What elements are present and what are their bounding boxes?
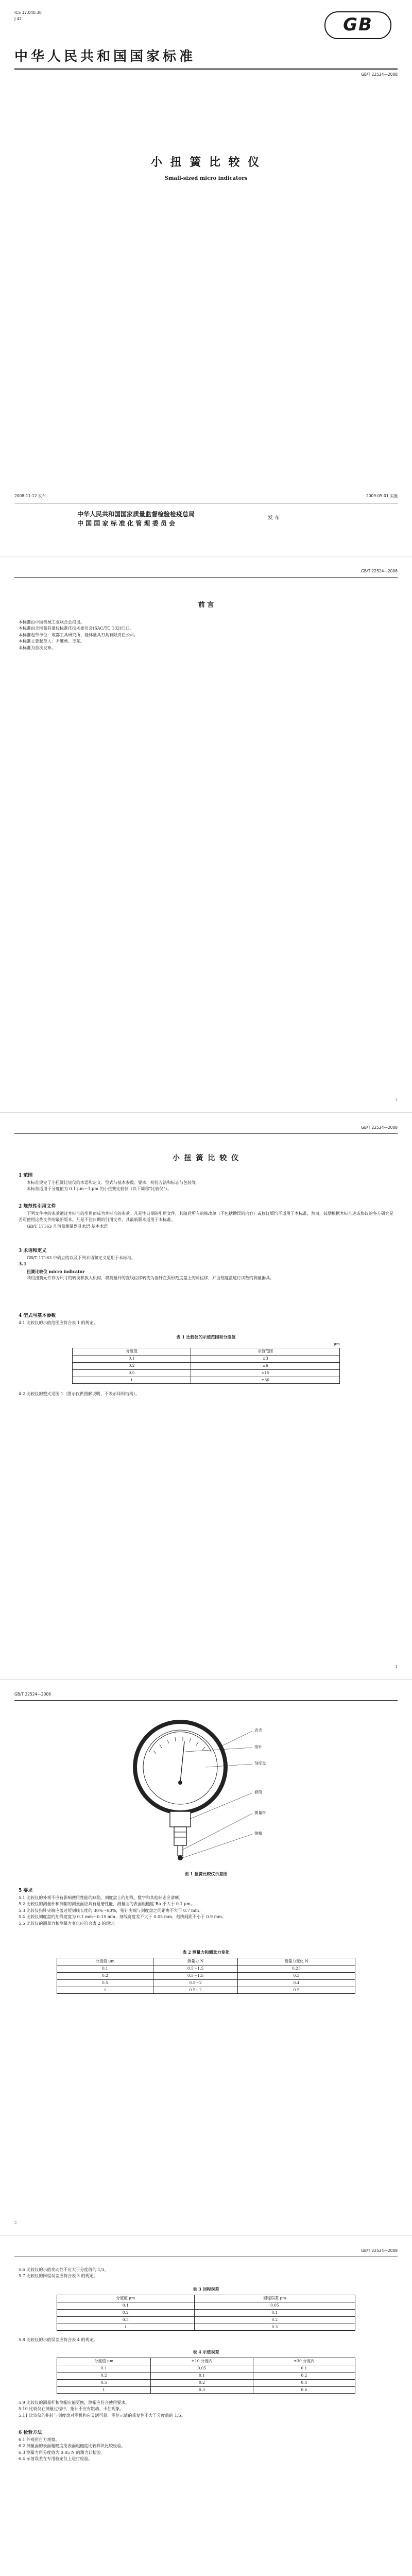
section-heading: 1 范围 — [19, 1173, 33, 1178]
figure-label: 刻度盘 — [254, 1761, 266, 1766]
paragraph: 5.1 比较仪的外观不应有影响使用性能的缺陷。刻度盘上的刻线、数字和其他标志应清晰。 — [19, 1895, 183, 1900]
table-row: 1 0.3 — [57, 2324, 355, 2331]
section-heading: 5 要求 — [19, 1888, 33, 1893]
paragraph: 本标准适用于分度值为 0.1 μm～1 μm 的小扭簧比较仪（以下简称"比较仪"）。 — [27, 1187, 171, 1192]
standard-heading: 中华人民共和国国家标准 — [14, 49, 196, 64]
term-name: 扭簧比较仪 micro indicator — [27, 1269, 85, 1275]
figure-label: 表壳 — [254, 1728, 262, 1733]
document-title-en: Small-sized micro indicators — [164, 176, 248, 181]
table-2 — [57, 1958, 355, 1994]
figure-label: 套筒 — [254, 1790, 262, 1794]
running-header: GB/T 22524—2008 — [361, 2248, 398, 2253]
section-requirements — [19, 1888, 393, 1927]
table-header: ±30 分度内 — [253, 2358, 355, 2365]
table-header: 测量力变化 N — [238, 1958, 355, 1965]
paragraph: 5.7 比较仪的回程误差应符合表 3 的规定。 — [19, 2274, 98, 2279]
section-scope — [19, 1173, 393, 1193]
table-1-title: 表 1 比较仪的示值范围和分度值 — [176, 1334, 236, 1340]
running-header: GB/T 22524—2008 — [361, 569, 398, 573]
table-3-title: 表 3 回程误差 — [193, 2286, 219, 2292]
paragraph: 5.2 比较仪的测量杆和测帽的测量面应具有耐磨性能，测量面的表面粗糙度 Ra 不大于 0.1 μm。 — [19, 1902, 195, 1907]
issuer-1: 中华人民共和国国家质量监督检验检疫总局 — [77, 511, 195, 518]
table-header: 分度值 — [73, 1348, 191, 1355]
paragraph: 4.1 比较仪的示值范围应符合表 1 的规定。 — [19, 1320, 98, 1325]
preface-page — [0, 556, 412, 1113]
table-row: 0.5 0.2 0.4 — [57, 2379, 355, 2386]
implementation-date: 2009-05-01 实施 — [366, 494, 398, 498]
table-row: 0.5 0.2 — [57, 2316, 355, 2324]
table-header: 示值范围 — [191, 1348, 340, 1355]
gb-logo: GB — [324, 11, 391, 39]
cover-page — [0, 0, 412, 556]
page-1 — [0, 1113, 412, 1680]
document-title: 小 扭 簧 比 较 仪 — [150, 156, 262, 169]
micro-indicator-figure — [93, 1710, 319, 1865]
section-references — [19, 1204, 393, 1230]
table-header: 分度值 μm — [57, 2358, 151, 2365]
section-test-methods — [19, 2430, 393, 2463]
table-row: 0.1 ±3 — [73, 1355, 340, 1362]
preface-line: 本标准为首次发布。 — [19, 645, 56, 650]
table-row: 1 ±30 — [73, 1377, 340, 1384]
section-heading: 2 规范性引用文件 — [19, 1204, 56, 1209]
figure-label: 测量杆 — [254, 1810, 266, 1815]
table-4 — [57, 2358, 355, 2394]
paragraph: 6.2 测量面的表面粗糙度用表面粗糙度比较样块比较检验。 — [19, 2444, 126, 2449]
section-heading: 3 术语和定义 — [19, 1248, 47, 1253]
standard-number: GB/T 22524—2008 — [361, 72, 398, 77]
paragraph: 6.4 示值误差在专用检定仪上进行检验。 — [19, 2456, 93, 2462]
table-2-title: 表 2 测量力和测量力变化 — [182, 1950, 230, 1955]
page-title: 小 扭 簧 比 较 仪 — [172, 1154, 240, 1162]
table-row: 0.1 0.05 — [57, 2302, 355, 2309]
preface-title: 前 言 — [198, 601, 214, 609]
issue-date: 2008-11-12 发布 — [14, 494, 46, 498]
table-row: 0.2 0.1 0.2 — [57, 2372, 355, 2379]
figure-label: 测帽 — [254, 1831, 262, 1836]
figure-label: 指针 — [254, 1744, 262, 1749]
table-header: ±10 分度内 — [151, 2358, 253, 2365]
table-row: 0.2 0.1 — [57, 2309, 355, 2316]
table-row: 0.5 0.5～2 0.4 — [57, 1979, 355, 1987]
paragraph: GB/T 17163 中确立的以及下列术语和定义适用于本标准。 — [27, 1255, 135, 1260]
paragraph: 5.10 比较仪在测量过程中，指针不应有跳动、卡住现象。 — [19, 2406, 124, 2412]
paragraph: 本标准规定了小扭簧比较仪的术语和定义、型式与基本参数、要求、检验方法和标志与包装等。 — [27, 1180, 200, 1185]
issuer-2: 中 国 国 家 标 准 化 管 理 委 员 会 — [77, 520, 175, 527]
paragraph: 5.6 比较仪的示值变动性不应大于分度值的 1/3。 — [19, 2267, 109, 2272]
preface-line: 本标准主要起草人：尹维勇、王东。 — [19, 639, 84, 644]
paragraph: 6.3 测量力用分度值为 0.05 N 的测力计检验。 — [19, 2450, 105, 2455]
figure-1-caption: 图 1 扭簧比较仪示意图 — [184, 1871, 228, 1876]
table-row: 0.1 0.5～1.5 0.25 — [57, 1965, 355, 1972]
section-heading: 6 检验方法 — [19, 2430, 42, 2435]
paragraph: 5.4 比较仪刻度盘的刻线宽度为 0.1 mm～0.15 mm，刻线宽度差不大于 0.05 mm，刻线间距不小于 0.9 mm。 — [19, 1914, 226, 1920]
section-types — [19, 1313, 393, 1326]
page-number: 1 — [395, 1665, 398, 1669]
section-heading: 4 型式与基本参数 — [19, 1313, 56, 1318]
table-row: 0.2 ±6 — [73, 1362, 340, 1369]
table-1 — [72, 1348, 340, 1384]
table-header: 测量力 N — [153, 1958, 238, 1965]
paragraph: 5.3 比较仪指针尖端应盖过短刻线长度的 30%～80%，指针尖端与刻度盘之间距离不大于 0.7 mm。 — [19, 1908, 203, 1913]
ccs-code: J 42 — [14, 16, 22, 21]
paragraph: 5.5 比较仪的测量力和测量力变化应符合表 2 的规定。 — [19, 1921, 118, 1926]
preface-line: 本标准起草单位：成都工具研究所、桂林量具刃具有限责任公司。 — [19, 632, 138, 637]
preface-body — [19, 619, 393, 651]
paragraph: GB/T 17163 几何量测量器具术语 基本术语 — [27, 1224, 108, 1229]
table-1-unit: μm — [334, 1342, 340, 1346]
paragraph: 6.1 外观用目力观察。 — [19, 2437, 60, 2442]
table-row: 1 0.5～2 0.5 — [57, 1987, 355, 1994]
section-terms — [19, 1248, 393, 1281]
table-row: 0.1 0.05 0.1 — [57, 2365, 355, 2372]
paragraph: 5.11 比较仪的指针与刻度盘对零机构应灵活可靠，零位示值的重复性不大于分度值的 1/5。 — [19, 2413, 185, 2418]
table-3 — [57, 2295, 355, 2331]
table-header: 分度值 μm — [57, 1958, 153, 1965]
table-row: 0.2 0.5～1.5 0.3 — [57, 1972, 355, 1979]
issuer-suffix: 发 布 — [268, 515, 280, 521]
table-header: 分度值 μm — [57, 2295, 195, 2302]
preface-line: 本标准由全国量具量仪标准化技术委员会(SAC/TC 132)归口。 — [19, 626, 134, 631]
paragraph: 5.9 比较仪的测量杆和测帽应能更换，测帽应符合使用要求。 — [19, 2400, 130, 2405]
table-header: 回程误差 μm — [194, 2295, 355, 2302]
running-header: GB/T 22524—2008 — [361, 1125, 398, 1130]
preface-line: 本标准由中国机械工业联合会提出。 — [19, 620, 84, 624]
ics-code: ICS 17.040.30 — [14, 10, 42, 15]
clauses-5-6-5-7 — [19, 2267, 393, 2280]
term-definition: 利用扭簧元件作为尺寸的转换和放大机构，将测量杆的直线位移转变为指针在弧形刻度盘上的角位移，并由刻度盘进行读数的测量器具。 — [27, 1275, 274, 1280]
page-2 — [0, 1680, 412, 2236]
clauses-5-9-5-11 — [19, 2400, 393, 2419]
page-number: I — [396, 1098, 398, 1102]
clause-5-8: 5.8 比较仪的示值误差应符合表 4 的规定。 — [19, 2337, 98, 2342]
table-row: 0.5 ±15 — [73, 1369, 340, 1377]
clause-4-2: 4.2 比较仪的型式见图 1（图示仅供图解说明，不表示详细结构）。 — [19, 1392, 140, 1396]
term-number: 3.1 — [19, 1262, 27, 1267]
paragraph: 下列文件中的条款通过本标准的引用而成为本标准的条款。凡是注日期的引用文件，其随后所有的修改单（不包括勘误的内容）或修订版均不适用于本标准，然而，鼓励根据本标准达成协议的各方研究是否可使用这些文件的最新版本。凡是不注日期的引用文件，其最新版本适用于本标准。 — [19, 1211, 393, 1223]
page-number: 2 — [14, 2221, 17, 2225]
table-row: 1 0.3 0.6 — [57, 2386, 355, 2394]
page-3 — [0, 2236, 412, 2576]
running-header: GB/T 22524—2008 — [14, 1692, 51, 1697]
table-4-title: 表 4 示值误差 — [193, 2349, 219, 2354]
